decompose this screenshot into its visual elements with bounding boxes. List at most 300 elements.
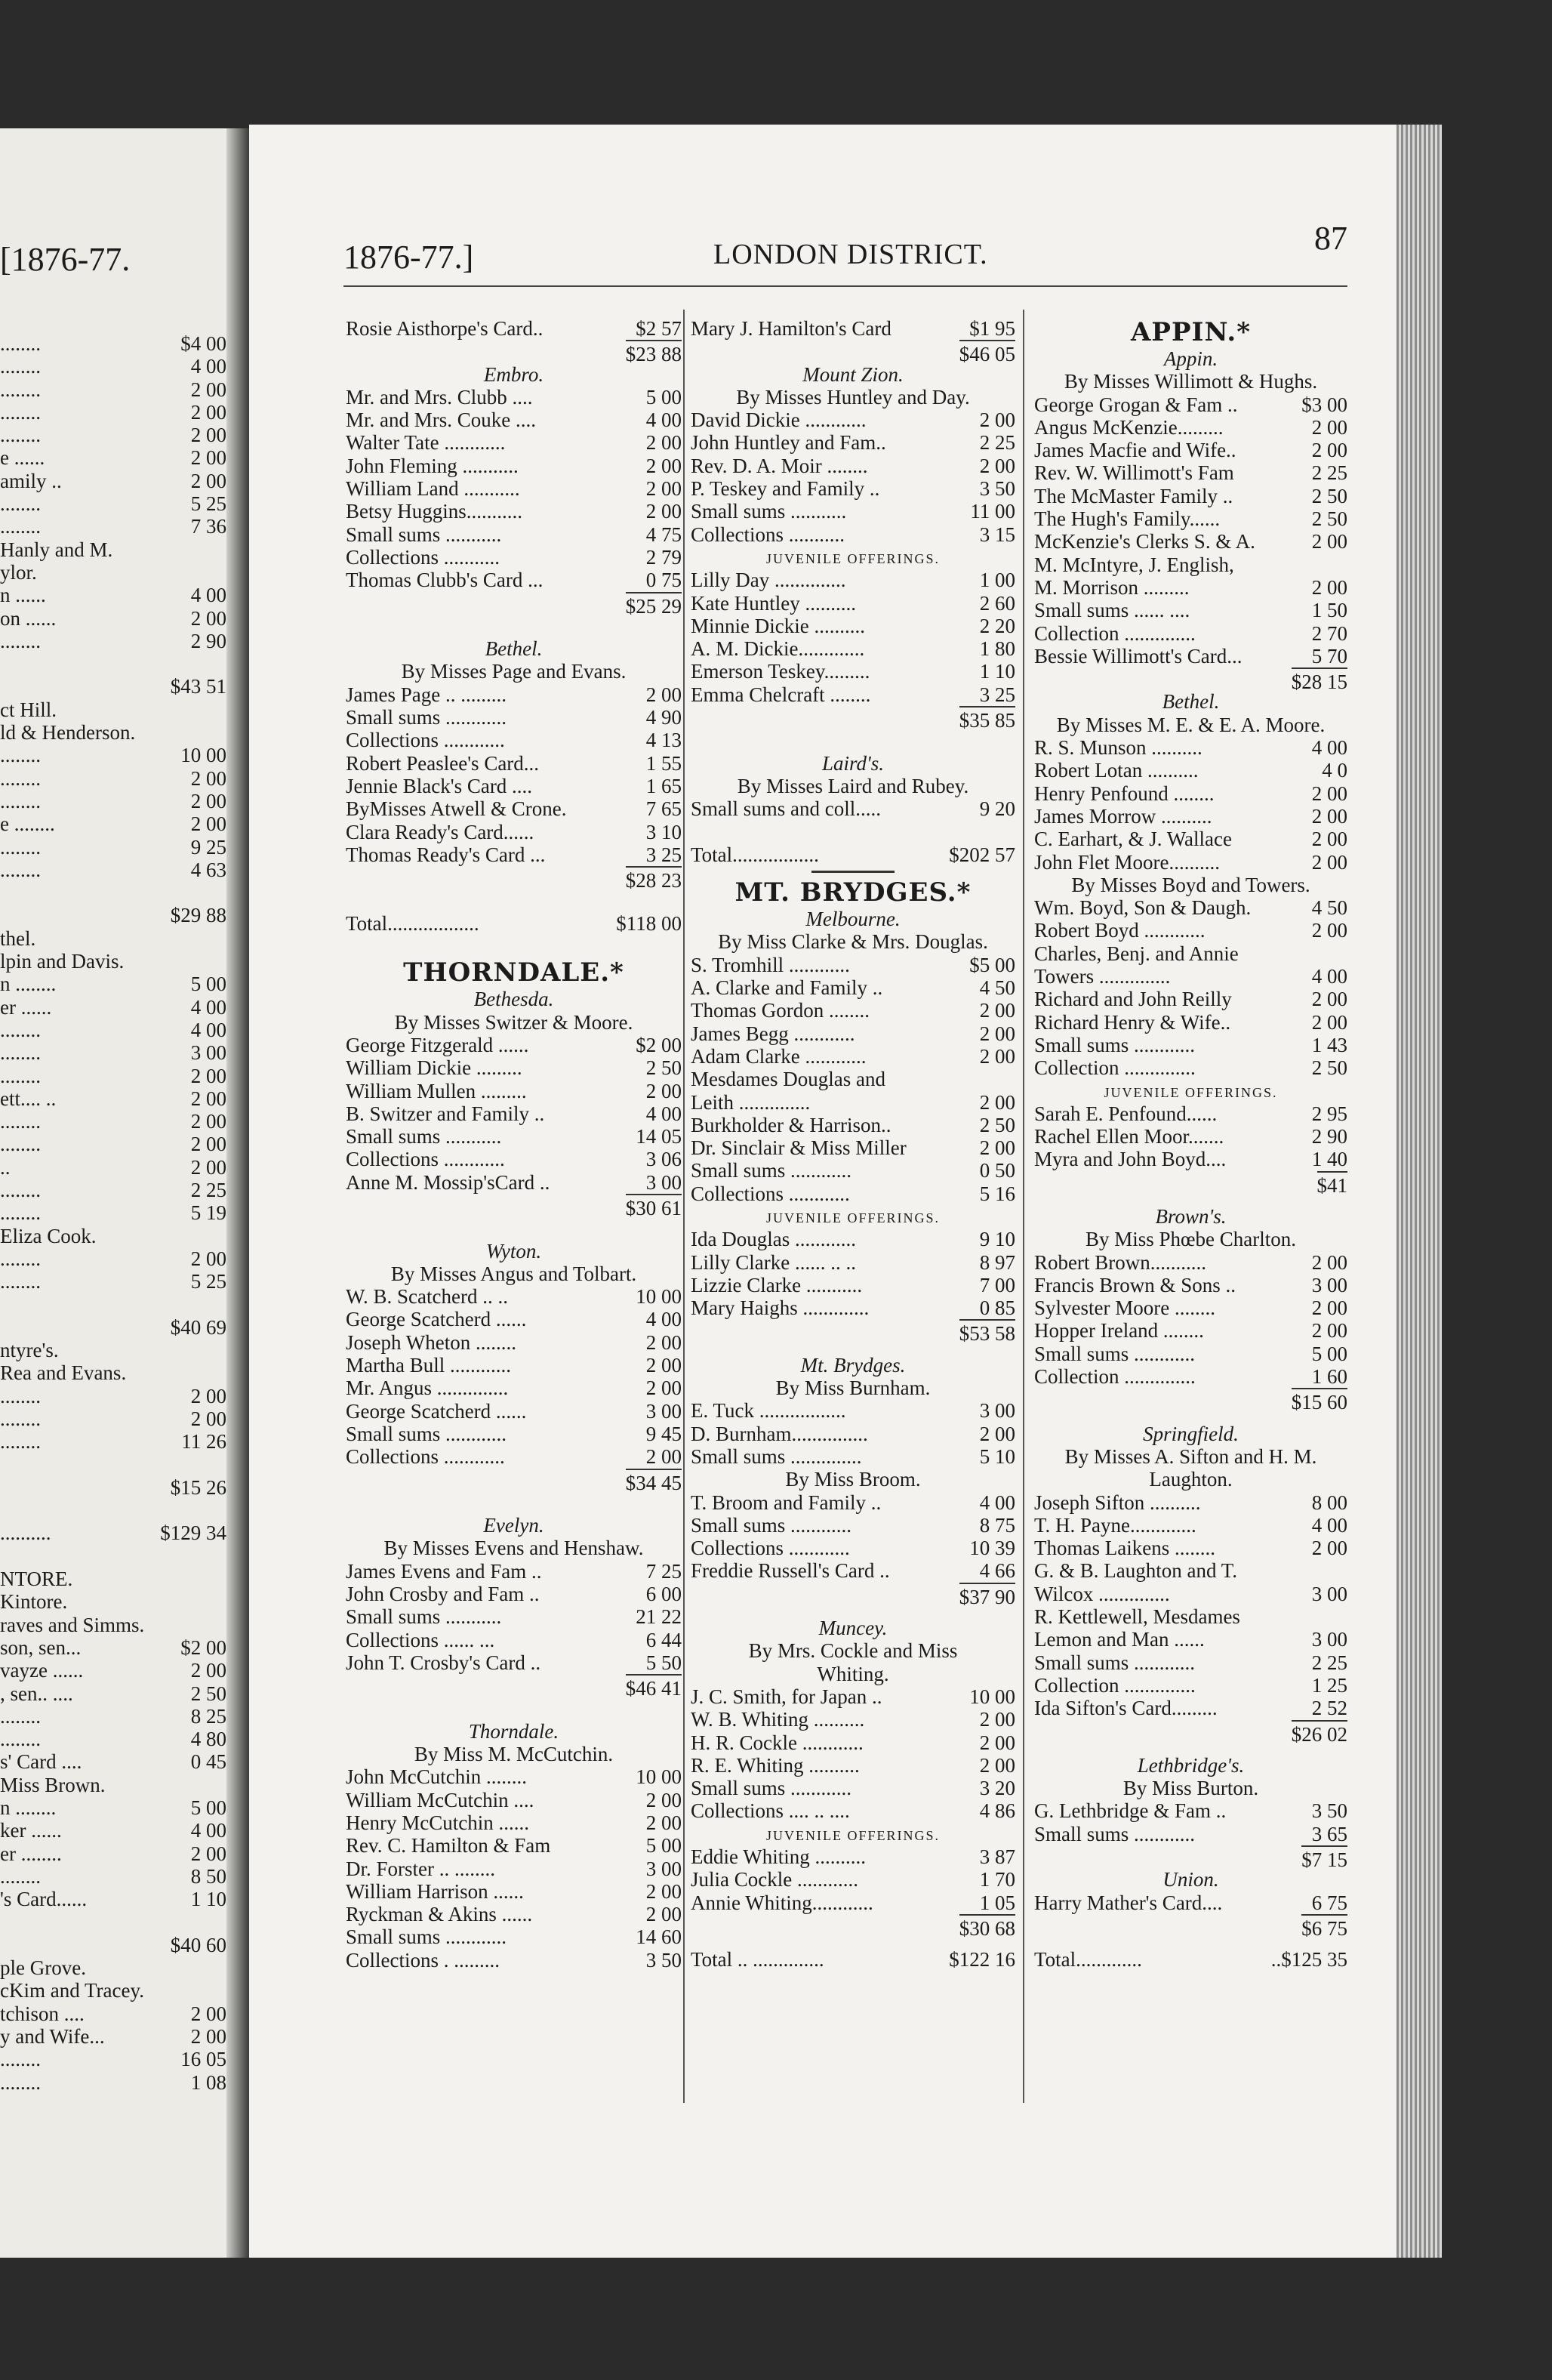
- entry-label: Thomas Laikens ........: [1034, 1537, 1215, 1560]
- left-entry-row: [0, 767, 226, 790]
- column-separator: [1023, 310, 1024, 2103]
- left-entry-row: [0, 859, 226, 881]
- entry-label: Anne M. Mossip'sCard ..: [346, 1170, 550, 1194]
- entry-amount: $118 00: [616, 911, 682, 935]
- column-2: [691, 317, 1015, 1971]
- entry-label: ........: [0, 1728, 41, 1751]
- entry-label: ........: [0, 629, 41, 652]
- entry-label: Total..................: [346, 911, 479, 935]
- entry-row: [1034, 507, 1347, 530]
- entry-label: Small sums ............: [691, 1159, 852, 1182]
- entry-amount: 14 05: [636, 1125, 682, 1148]
- entry-row: [346, 1285, 682, 1308]
- entry-row: [691, 637, 1015, 660]
- left-entry-row: [0, 1865, 226, 1888]
- collectors-line: By Misses Laird and Rubey.: [737, 774, 969, 797]
- entry-label: cKim and Tracey.: [0, 1979, 144, 2002]
- entry-amount: 8 97: [979, 1250, 1015, 1274]
- left-entry-row: [0, 790, 226, 812]
- entry-label: ........: [0, 744, 41, 767]
- collectors-line: Whiting.: [817, 1662, 889, 1685]
- entry-amount: 2 00: [190, 2024, 226, 2048]
- entry-amount: 1 00: [979, 569, 1015, 592]
- entry-amount: 1 43: [1311, 1033, 1347, 1056]
- entry-label: ntyre's.: [0, 1339, 59, 1362]
- entry-row: [691, 500, 1015, 523]
- collectors-line: By Misses Page and Evans.: [401, 660, 627, 683]
- entry-row: [1034, 1148, 1347, 1170]
- entry-row: [1034, 736, 1347, 759]
- left-entry-row: [0, 1934, 226, 1956]
- entry-row: [1034, 805, 1347, 828]
- entry-label: Mary J. Hamilton's Card: [691, 317, 891, 340]
- entry-label: Wilcox ..............: [1034, 1582, 1170, 1605]
- entry-label: ........: [0, 1018, 41, 1041]
- subtotal-row: [1034, 1171, 1347, 1197]
- entry-row: [1034, 851, 1347, 874]
- place-heading: Mount Zion.: [802, 362, 904, 386]
- entry-amount: 5 50: [645, 1651, 682, 1674]
- entry-amount: 2 00: [190, 606, 226, 630]
- entry-label: Lizzie Clarke ...........: [691, 1273, 863, 1296]
- entry-label: Walter Tate ............: [346, 431, 506, 455]
- left-entry-row: [0, 927, 226, 950]
- entry-amount: 3 00: [645, 1399, 682, 1423]
- entry-amount: 1 08: [190, 2070, 226, 2094]
- entry-label: The Hugh's Family......: [1034, 507, 1221, 531]
- entry-label: ........: [0, 1110, 41, 1133]
- entry-row: [346, 1056, 682, 1079]
- entry-row: [1034, 896, 1347, 919]
- place-heading: Laird's.: [821, 751, 885, 775]
- left-entry-row: [0, 836, 226, 859]
- left-entry-row: [0, 1156, 226, 1179]
- subtotal-amount: $23 88: [626, 340, 682, 362]
- entry-label: Small sums and coll.....: [691, 797, 881, 821]
- subtotal-row: [1034, 1720, 1347, 1746]
- entry-amount: 9 45: [645, 1422, 682, 1445]
- place-heading: Mt. Brydges.: [800, 1353, 906, 1377]
- entry-row: [346, 477, 682, 500]
- header-year: 1876-77.]: [343, 239, 474, 276]
- entry-amount: 3 15: [979, 523, 1015, 546]
- entry-label: Collections ............: [691, 1182, 850, 1205]
- entry-label: n ........: [0, 1796, 57, 1819]
- entry-amount: 2 00: [979, 1731, 1015, 1754]
- left-entry-row: [0, 1087, 226, 1110]
- entry-label: Collection ..............: [1034, 621, 1196, 645]
- entry-amount: 3 00: [1311, 1582, 1347, 1605]
- entry-label: John Fleming ...........: [346, 454, 519, 477]
- entry-label: Collection ..............: [1034, 1056, 1196, 1080]
- place-heading: Union.: [1162, 1868, 1219, 1891]
- page-edge: [1396, 125, 1442, 2258]
- entry-amount: 2 79: [645, 545, 682, 569]
- entry-amount: 2 00: [645, 683, 682, 706]
- spacer: [346, 889, 682, 911]
- entry-label: D. Burnham...............: [691, 1422, 868, 1445]
- left-entry-row: [0, 1110, 226, 1133]
- subtotal-amount: $30 61: [626, 1194, 682, 1216]
- entry-row: [691, 408, 1015, 431]
- entry-label: ........: [0, 766, 41, 790]
- entry-row: [1034, 1799, 1347, 1822]
- collectors-line: By Mrs. Cockle and Miss: [748, 1639, 958, 1663]
- subtotal-amount: $35 85: [959, 706, 1015, 729]
- entry-label: Collections .... .. ....: [691, 1799, 850, 1823]
- entry-label: T. Broom and Family ..: [691, 1491, 882, 1514]
- left-entry-row: [0, 1888, 226, 1910]
- entry-row: [1034, 1319, 1347, 1342]
- entry-amount: 9 10: [979, 1228, 1015, 1251]
- entry-label: amily ..: [0, 469, 62, 492]
- entry-label: NTORE.: [0, 1568, 73, 1591]
- entry-amount: 5 00: [645, 1834, 682, 1857]
- entry-row: [346, 1354, 682, 1377]
- left-entry-row: [0, 355, 226, 378]
- entry-label: Dr. Sinclair & Miss Miller: [691, 1136, 907, 1160]
- entry-row: [346, 569, 682, 591]
- entry-row: [346, 523, 682, 546]
- entry-row: [346, 1148, 682, 1170]
- entry-label: ........: [0, 1201, 41, 1225]
- entry-amount: 6 00: [645, 1583, 682, 1606]
- entry-amount: 2 00: [645, 477, 682, 501]
- entry-row: [1034, 1102, 1347, 1125]
- entry-label: Ida Sifton's Card.........: [1034, 1697, 1218, 1720]
- entry-label: Bessie Willimott's Card...: [1034, 644, 1243, 667]
- entry-amount: 8 25: [190, 1704, 226, 1728]
- left-entry-row: [0, 1247, 226, 1270]
- subtotal-row: [1034, 1914, 1347, 1940]
- entry-row: [691, 843, 1015, 866]
- left-entry-row: [0, 1019, 226, 1041]
- subtotal-amount: $28 23: [626, 866, 682, 889]
- entry-row: [1034, 1948, 1347, 1971]
- entry-label: B. Switzer and Family ..: [346, 1102, 545, 1125]
- entry-amount: 10 00: [636, 1765, 682, 1789]
- collectors-line: By Misses Angus and Tolbart.: [390, 1262, 637, 1285]
- column-1: [346, 317, 682, 1972]
- entry-amount: 21 22: [636, 1605, 682, 1629]
- entry-label: Dr. Forster .. ........: [346, 1857, 495, 1880]
- entry-label: Charles, Benj. and Annie: [1034, 942, 1239, 965]
- left-entry-row: [0, 1842, 226, 1865]
- entry-amount: 2 00: [190, 812, 226, 836]
- subtotal-row: [691, 340, 1015, 366]
- entry-label: Ida Douglas ............: [691, 1228, 856, 1251]
- entry-amount: 2 00: [190, 469, 226, 492]
- entry-label: J. C. Smith, for Japan ..: [691, 1685, 882, 1708]
- entry-label: e ........: [0, 812, 55, 836]
- entry-label: Robert Peaslee's Card...: [346, 751, 540, 775]
- entry-row: [346, 1102, 682, 1125]
- entry-label: Thomas Clubb's Card ...: [346, 569, 544, 592]
- entry-amount: 6 44: [645, 1628, 682, 1651]
- entry-amount: 11 26: [181, 1430, 226, 1454]
- entry-amount: 3 00: [645, 1857, 682, 1880]
- entry-label: S. Tromhill ............: [691, 953, 850, 976]
- entry-label: ..: [0, 1155, 11, 1179]
- entry-row: [1034, 828, 1347, 850]
- entry-amount: 9 25: [190, 835, 226, 859]
- subtotal-amount: $53 58: [959, 1319, 1015, 1342]
- entry-amount: 4 00: [190, 584, 226, 607]
- entry-row: [346, 317, 682, 340]
- left-entry-row: [0, 1819, 226, 1842]
- entry-amount: 2 25: [190, 1178, 226, 1201]
- left-entry-row: [0, 1316, 226, 1339]
- entry-label: George Scatcherd ......: [346, 1308, 527, 1331]
- entry-label: James Page .. .........: [346, 683, 507, 706]
- entry-amount: 4 13: [645, 729, 682, 752]
- entry-amount: 16 05: [180, 2048, 226, 2071]
- entry-amount: 2 00: [190, 789, 226, 812]
- entry-amount: 4 90: [645, 706, 682, 729]
- entry-label: Ryckman & Akins ......: [346, 1903, 533, 1926]
- entry-label: Small sums ............: [346, 1925, 507, 1949]
- section-rule: [811, 871, 895, 873]
- entry-label: 's Card......: [0, 1888, 88, 1911]
- entry-label: Lemon and Man ......: [1034, 1628, 1205, 1651]
- entry-amount: 2 60: [979, 591, 1015, 615]
- left-entry-row: [0, 1614, 226, 1636]
- left-entry-row: [0, 1636, 226, 1659]
- entry-label: C. Earhart, & J. Wallace: [1034, 828, 1232, 851]
- entry-amount: 5 70: [1311, 644, 1347, 667]
- entry-label: Leith ..............: [691, 1090, 811, 1114]
- subtotal-row: [346, 592, 682, 618]
- entry-label: Burkholder & Harrison..: [691, 1113, 891, 1136]
- entry-label: ........: [0, 355, 41, 378]
- entry-row: [691, 1159, 1015, 1182]
- entry-amount: 1 05: [979, 1891, 1015, 1914]
- collectors-line: By Miss Burton.: [1122, 1777, 1259, 1800]
- entry-row: [346, 775, 682, 797]
- place-heading: Muncey.: [818, 1617, 888, 1640]
- entry-label: Henry McCutchin ......: [346, 1811, 529, 1834]
- entry-row: [1034, 553, 1347, 576]
- entry-label: ........: [0, 1384, 41, 1407]
- entry-label: Thomas Ready's Card ...: [346, 843, 546, 866]
- entry-amount: 1 50: [1311, 599, 1347, 622]
- entry-label: H. R. Cockle ............: [691, 1731, 864, 1754]
- entry-label: Robert Boyd ............: [1034, 919, 1206, 942]
- entry-row: [691, 660, 1015, 683]
- entry-row: [1034, 1251, 1347, 1274]
- entry-amount: 2 50: [1311, 1056, 1347, 1080]
- left-entry-row: [0, 470, 226, 492]
- left-entry-row: [0, 973, 226, 995]
- left-entry-row: [0, 1590, 226, 1613]
- entry-amount: 2 00: [979, 999, 1015, 1022]
- left-entry-row: [0, 538, 226, 561]
- entry-amount: 2 00: [1311, 1010, 1347, 1034]
- entry-label: e ......: [0, 446, 45, 470]
- entry-amount: 2 00: [1311, 1296, 1347, 1320]
- entry-row: [691, 615, 1015, 637]
- entry-amount: 2 50: [1311, 484, 1347, 507]
- column-separator: [683, 310, 685, 2103]
- entry-amount: 2 00: [1311, 804, 1347, 828]
- entry-row: [691, 1068, 1015, 1090]
- entry-label: ........: [0, 2070, 41, 2094]
- entry-amount: 5 25: [190, 1270, 226, 1293]
- entry-label: ........: [0, 835, 41, 859]
- entry-label: Betsy Huggins...........: [346, 500, 523, 523]
- entry-row: [691, 1891, 1015, 1914]
- entry-label: Richard and John Reilly: [1034, 988, 1232, 1011]
- entry-amount: 2 00: [645, 1377, 682, 1400]
- subtotal-amount: $6 75: [1301, 1914, 1347, 1937]
- entry-amount: 5 19: [190, 1201, 226, 1225]
- entry-row: [346, 683, 682, 706]
- left-entry-row: [0, 446, 226, 469]
- entry-row: [1034, 1583, 1347, 1605]
- entry-row: [691, 1445, 1015, 1468]
- left-entry-row: [0, 1041, 226, 1064]
- subtotal-row: [1034, 1845, 1347, 1871]
- entry-row: [691, 1868, 1015, 1891]
- entry-amount: $122 16: [949, 1948, 1015, 1972]
- entry-label: Miss Brown.: [0, 1773, 106, 1796]
- left-entry-row: [0, 378, 226, 401]
- subtotal-row: [346, 340, 682, 366]
- left-entry-row: [0, 1225, 226, 1247]
- entry-label: George Grogan & Fam ..: [1034, 393, 1238, 416]
- left-entry-row: [0, 675, 226, 698]
- entry-amount: 2 00: [190, 1155, 226, 1179]
- entry-row: [691, 1022, 1015, 1045]
- entry-row: [346, 1880, 682, 1903]
- entry-label: Hopper Ireland ........: [1034, 1319, 1204, 1343]
- entry-label: , sen.. ....: [0, 1682, 73, 1705]
- entry-row: [691, 1274, 1015, 1296]
- left-entry-row: [0, 2002, 226, 2025]
- entry-label: Lilly Day ..............: [691, 569, 846, 592]
- collectors-line: By Misses Willimott & Hughs.: [1064, 370, 1318, 393]
- entry-label: McKenzie's Clerks S. & A.: [1034, 530, 1255, 553]
- spacer: [691, 821, 1015, 843]
- left-entry-row: [0, 1705, 226, 1728]
- entry-label: John T. Crosby's Card ..: [346, 1651, 541, 1674]
- entry-amount: 2 00: [1311, 850, 1347, 874]
- entry-label: T. H. Payne.............: [1034, 1513, 1196, 1537]
- place-heading: Appin.: [1163, 347, 1218, 370]
- entry-row: [346, 1125, 682, 1148]
- entry-row: [346, 821, 682, 843]
- entry-label: A. Clarke and Family ..: [691, 976, 883, 1000]
- entry-label: David Dickie ............: [691, 408, 867, 432]
- entry-row: [346, 1903, 682, 1925]
- entry-amount: 11 00: [970, 500, 1015, 523]
- left-entry-row: [0, 1545, 226, 1568]
- entry-label: ........: [0, 378, 41, 401]
- entry-amount: 2 00: [645, 1445, 682, 1469]
- entry-label: G. & B. Laughton and T.: [1034, 1559, 1237, 1583]
- entry-row: [1034, 1697, 1347, 1719]
- page-number: 87: [1314, 220, 1347, 257]
- spacer: [1034, 1937, 1347, 1948]
- left-entry-row: [0, 881, 226, 904]
- entry-amount: 2 20: [979, 614, 1015, 637]
- collectors-line: By Misses Boyd and Towers.: [1071, 873, 1310, 896]
- entry-label: ker ......: [0, 1819, 62, 1842]
- entry-row: [1034, 576, 1347, 599]
- entry-label: Mesdames Douglas and: [691, 1068, 885, 1091]
- entry-label: Joseph Wheton ........: [346, 1330, 516, 1354]
- place-heading: Brown's.: [1155, 1204, 1227, 1228]
- entry-label: ........: [0, 332, 41, 355]
- left-entry-row: [0, 1728, 226, 1750]
- entry-amount: 5 00: [190, 1796, 226, 1819]
- subtotal-row: [691, 1914, 1015, 1940]
- entry-row: [1034, 1628, 1347, 1651]
- entry-label: Rev. C. Hamilton & Fam: [346, 1834, 551, 1857]
- place-heading: Lethbridge's.: [1137, 1753, 1245, 1777]
- entry-label: Robert Lotan ..........: [1034, 759, 1199, 782]
- entry-amount: 2 00: [645, 1354, 682, 1377]
- entry-amount: 2 00: [645, 1879, 682, 1903]
- entry-row: [691, 1685, 1015, 1708]
- left-entry-row: [0, 1476, 226, 1499]
- entry-label: Collection ..............: [1034, 1365, 1196, 1389]
- left-entry-row: [0, 1133, 226, 1155]
- subtotal-amount: $25 29: [626, 592, 682, 615]
- entry-row: [691, 1845, 1015, 1868]
- entry-row: [346, 1560, 682, 1583]
- left-entry-row: [0, 401, 226, 424]
- entry-label: Rev. D. A. Moir ........: [691, 454, 868, 477]
- entry-label: ........: [0, 858, 41, 881]
- entry-label: Adam Clarke ............: [691, 1044, 867, 1068]
- entry-row: [346, 386, 682, 408]
- entry-label: John Flet Moore..........: [1034, 850, 1220, 874]
- entry-amount: 1 40: [1311, 1148, 1347, 1171]
- entry-amount: 2 00: [1311, 415, 1347, 439]
- entry-label: lpin and Davis.: [0, 950, 125, 973]
- entry-label: Richard Henry & Wife..: [1034, 1010, 1231, 1034]
- entry-amount: 4 50: [979, 976, 1015, 1000]
- entry-label: Joseph Sifton ..........: [1034, 1491, 1201, 1514]
- entry-row: [691, 1777, 1015, 1799]
- entry-amount: 3 06: [645, 1148, 682, 1171]
- collectors-line: By Misses A. Sifton and H. M.: [1064, 1444, 1317, 1468]
- left-entry-row: [0, 1956, 226, 1979]
- entry-label: W. B. Whiting ..........: [691, 1708, 865, 1731]
- entry-row: [691, 954, 1015, 976]
- entry-amount: 10 39: [969, 1537, 1015, 1560]
- entry-label: ........: [0, 1407, 41, 1430]
- entry-amount: 2 00: [190, 766, 226, 790]
- entry-amount: 2 00: [979, 1708, 1015, 1731]
- left-entry-row: [0, 2025, 226, 2048]
- entry-label: on ......: [0, 606, 57, 630]
- collectors-line: By Misses M. E. & E. A. Moore.: [1056, 713, 1326, 736]
- entry-row: [691, 569, 1015, 591]
- entry-amount: 2 00: [979, 1044, 1015, 1068]
- entry-row: [346, 408, 682, 431]
- collectors-line: Laughton.: [1149, 1468, 1233, 1491]
- entry-amount: 2 00: [1311, 919, 1347, 942]
- entry-row: [691, 523, 1015, 546]
- entry-label: Kate Huntley ..........: [691, 591, 856, 615]
- subtotal-amount: $46 05: [959, 340, 1015, 362]
- entry-row: [1034, 1125, 1347, 1148]
- left-entry-row: [0, 652, 226, 675]
- left-entry-row: [0, 812, 226, 835]
- entry-amount: 2 00: [979, 408, 1015, 432]
